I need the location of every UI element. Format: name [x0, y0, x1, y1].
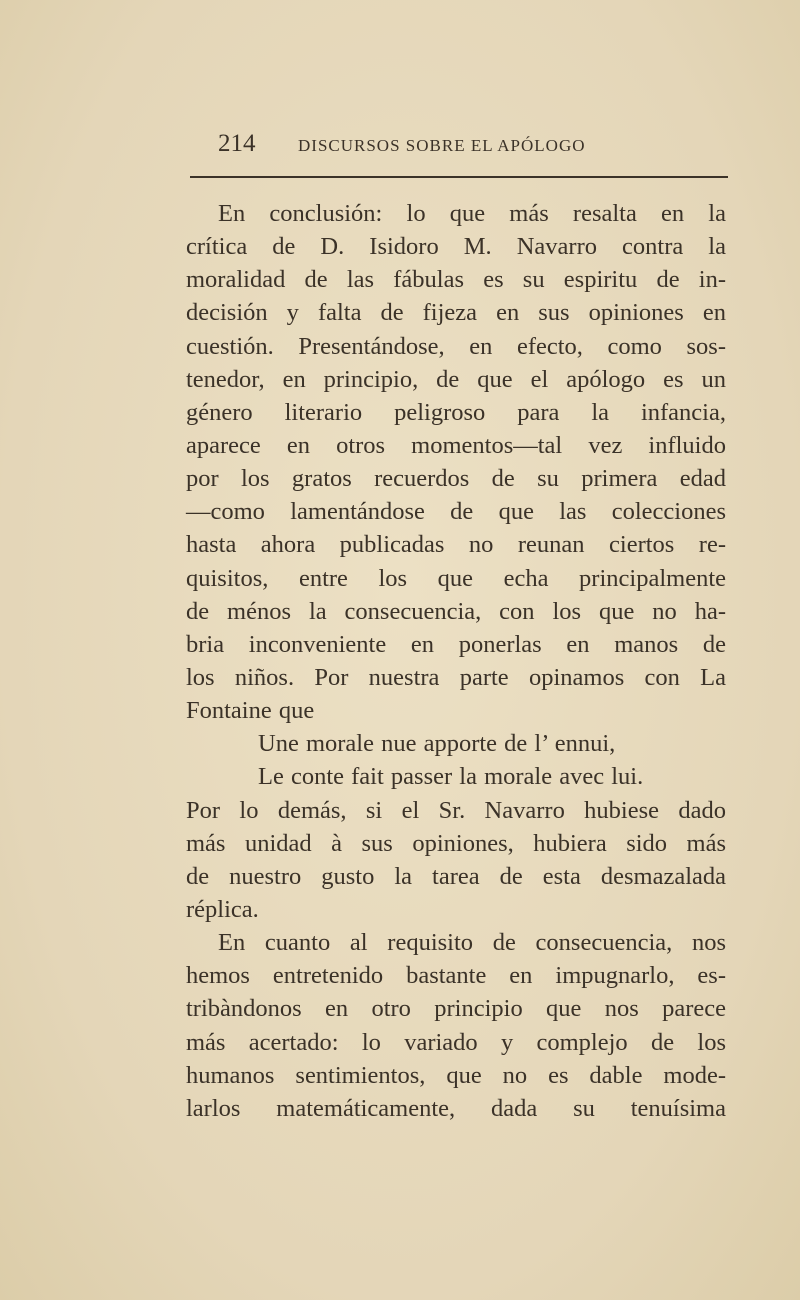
- text-line: réplica.: [186, 895, 259, 923]
- text-line: los niños. Por nuestra parte opinamos con La: [186, 663, 726, 691]
- running-title: DISCURSOS SOBRE EL APÓLOGO: [298, 136, 586, 155]
- body-text: [186, 197, 726, 1125]
- text-line: cuestión. Presentándose, en efecto, como sos-: [186, 332, 726, 360]
- text-line: decisión y falta de fijeza en sus opiniones en: [186, 299, 726, 327]
- text-line: género literario peligroso para la infancia,: [186, 398, 726, 426]
- text-line: por los gratos recuerdos de su primera edad: [186, 465, 726, 493]
- text-line: tribàndonos en otro principio que nos parece: [186, 995, 726, 1023]
- verse-line: Une morale nue apporte de l’ ennui,: [258, 730, 616, 758]
- text-line: tenedor, en principio, de que el apólogo es un: [186, 365, 726, 393]
- text-line: aparece en otros momentos—tal vez influido: [186, 431, 726, 459]
- running-header: [186, 130, 728, 166]
- text-line: bria inconveniente en ponerlas en manos de: [186, 630, 726, 658]
- text-line: de ménos la consecuencia, con los que no ha-: [186, 597, 726, 625]
- text-line: quisitos, entre los que echa principalmente: [186, 564, 726, 592]
- text-line: más acertado: lo variado y complejo de los: [186, 1028, 726, 1056]
- text-line: moralidad de las fábulas es su espiritu de in-: [186, 266, 726, 294]
- text-line: En cuanto al requisito de consecuencia, nos: [218, 929, 726, 957]
- text-line: de nuestro gusto la tarea de esta desmazalada: [186, 862, 726, 890]
- text-line: hasta ahora publicadas no reunan ciertos re-: [186, 531, 726, 559]
- text-line: más unidad à sus opiniones, hubiera sido más: [186, 829, 726, 857]
- text-line: larlos matemáticamente, dada su tenuísima: [186, 1094, 726, 1122]
- text-line: En conclusión: lo que más resalta en la: [218, 200, 726, 227]
- text-line: Por lo demás, si el Sr. Navarro hubiese dado: [186, 796, 726, 824]
- page-number: 214: [218, 130, 256, 157]
- text-line: humanos sentimientos, que no es dable mode-: [186, 1061, 726, 1089]
- verse-line: Le conte fait passer la morale avec lui.: [258, 763, 644, 791]
- text-line: hemos entretenido bastante en impugnarlo, es-: [186, 962, 726, 990]
- text-line: crítica de D. Isidoro M. Navarro contra la: [186, 233, 726, 261]
- text-line: Fontaine que: [186, 697, 315, 725]
- header-rule: [190, 176, 728, 178]
- text-line: —como lamentándose de que las colecciones: [186, 498, 726, 526]
